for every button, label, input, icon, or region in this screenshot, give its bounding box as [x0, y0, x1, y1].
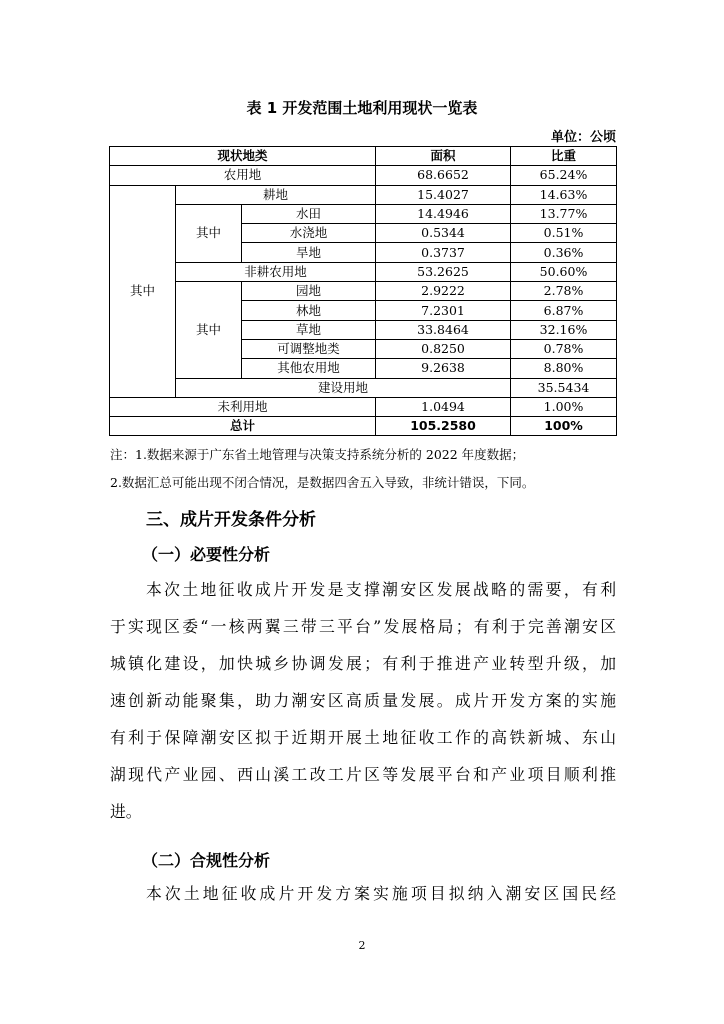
row-name: 未利用地	[110, 397, 376, 416]
row-share: 32.16%	[511, 320, 617, 339]
row-share: 2.78%	[511, 282, 617, 301]
table-row	[110, 185, 617, 204]
row-share: 6.87%	[511, 301, 617, 320]
table-unit: 单位：公顷	[550, 130, 616, 145]
table-row	[110, 282, 617, 301]
row-name: 水浇地	[242, 224, 376, 243]
group-label-inner: 其中	[176, 204, 242, 262]
table-title: 表 1 开发范围土地利用现状一览表	[246, 99, 478, 117]
total-name: 总计	[110, 417, 376, 436]
paragraph-line: 城镇化建设，加快城乡协调发展；有利于推进产业转型升级，加	[110, 654, 616, 673]
row-area: 9.2638	[376, 359, 511, 378]
table-row	[110, 166, 617, 185]
subsection-heading: （一）必要性分析	[142, 545, 271, 564]
header-share: 比重	[511, 147, 617, 166]
subsection-heading: （二）合规性分析	[142, 851, 271, 870]
header-area: 面积	[376, 147, 511, 166]
row-share: 50.60%	[511, 262, 617, 281]
group-label-inner: 其中	[176, 282, 242, 378]
row-area: 33.8464	[376, 320, 511, 339]
table-note: 2.数据汇总可能出现不闭合情况，是数据四舍五入导致，非统计错误，下同。	[110, 475, 535, 490]
paragraph-line: 速创新动能聚集，助力潮安区高质量发展。成片开发方案的实施	[110, 691, 616, 710]
row-name: 林地	[242, 301, 376, 320]
paragraph-line: 有利于保障潮安区拟于近期开展土地征收工作的高铁新城、东山	[110, 728, 616, 747]
land-use-table	[109, 146, 617, 436]
total-area: 105.2580	[376, 417, 511, 436]
header-category: 现状地类	[110, 147, 376, 166]
row-share: 0.36%	[511, 243, 617, 262]
row-name: 旱地	[242, 243, 376, 262]
row-name: 草地	[242, 320, 376, 339]
total-share: 100%	[511, 417, 617, 436]
row-share: 0.78%	[511, 339, 617, 358]
row-share: 14.63%	[511, 185, 617, 204]
row-name: 其他农用地	[242, 359, 376, 378]
table-row	[110, 204, 617, 223]
row-name: 耕地	[176, 185, 376, 204]
paragraph-line: 本次土地征收成片开发方案实施项目拟纳入潮安区国民经	[146, 884, 616, 903]
row-share: 65.24%	[511, 166, 617, 185]
paragraph-line: 本次土地征收成片开发是支撑潮安区发展战略的需要，有利	[146, 580, 616, 599]
group-label-outer: 其中	[110, 185, 176, 397]
table-note: 注：1.数据来源于广东省土地管理与决策支持系统分析的 2022 年度数据；	[110, 447, 525, 462]
row-area: 1.0494	[376, 397, 511, 416]
row-share: 1.00%	[511, 397, 617, 416]
table-row	[110, 397, 617, 416]
row-name: 建设用地	[176, 378, 511, 397]
row-name: 非耕农用地	[176, 262, 376, 281]
row-area: 35.5434	[511, 378, 617, 397]
row-name: 水田	[242, 204, 376, 223]
row-name: 园地	[242, 282, 376, 301]
row-name: 农用地	[110, 166, 376, 185]
row-area: 7.2301	[376, 301, 511, 320]
row-share: 0.51%	[511, 224, 617, 243]
paragraph-line: 进。	[110, 802, 142, 821]
row-area: 53.2625	[376, 262, 511, 281]
row-area: 2.9222	[376, 282, 511, 301]
row-area: 15.4027	[376, 185, 511, 204]
table-row	[110, 378, 617, 397]
page-number: 2	[358, 939, 366, 952]
table-row	[110, 262, 617, 281]
table-total-row	[110, 417, 617, 436]
row-area: 0.8250	[376, 339, 511, 358]
row-area: 68.6652	[376, 166, 511, 185]
paragraph-line: 于实现区委“一核两翼三带三平台”发展格局；有利于完善潮安区	[110, 617, 616, 636]
row-share: 13.77%	[511, 204, 617, 223]
row-area: 0.5344	[376, 224, 511, 243]
row-area: 0.3737	[376, 243, 511, 262]
row-name: 可调整地类	[242, 339, 376, 358]
row-share: 8.80%	[511, 359, 617, 378]
table-header-row	[110, 147, 617, 166]
paragraph-line: 湖现代产业园、西山溪工改工片区等发展平台和产业项目顺利推	[110, 765, 616, 784]
section-heading: 三、成片开发条件分析	[146, 510, 316, 530]
row-area: 14.4946	[376, 204, 511, 223]
